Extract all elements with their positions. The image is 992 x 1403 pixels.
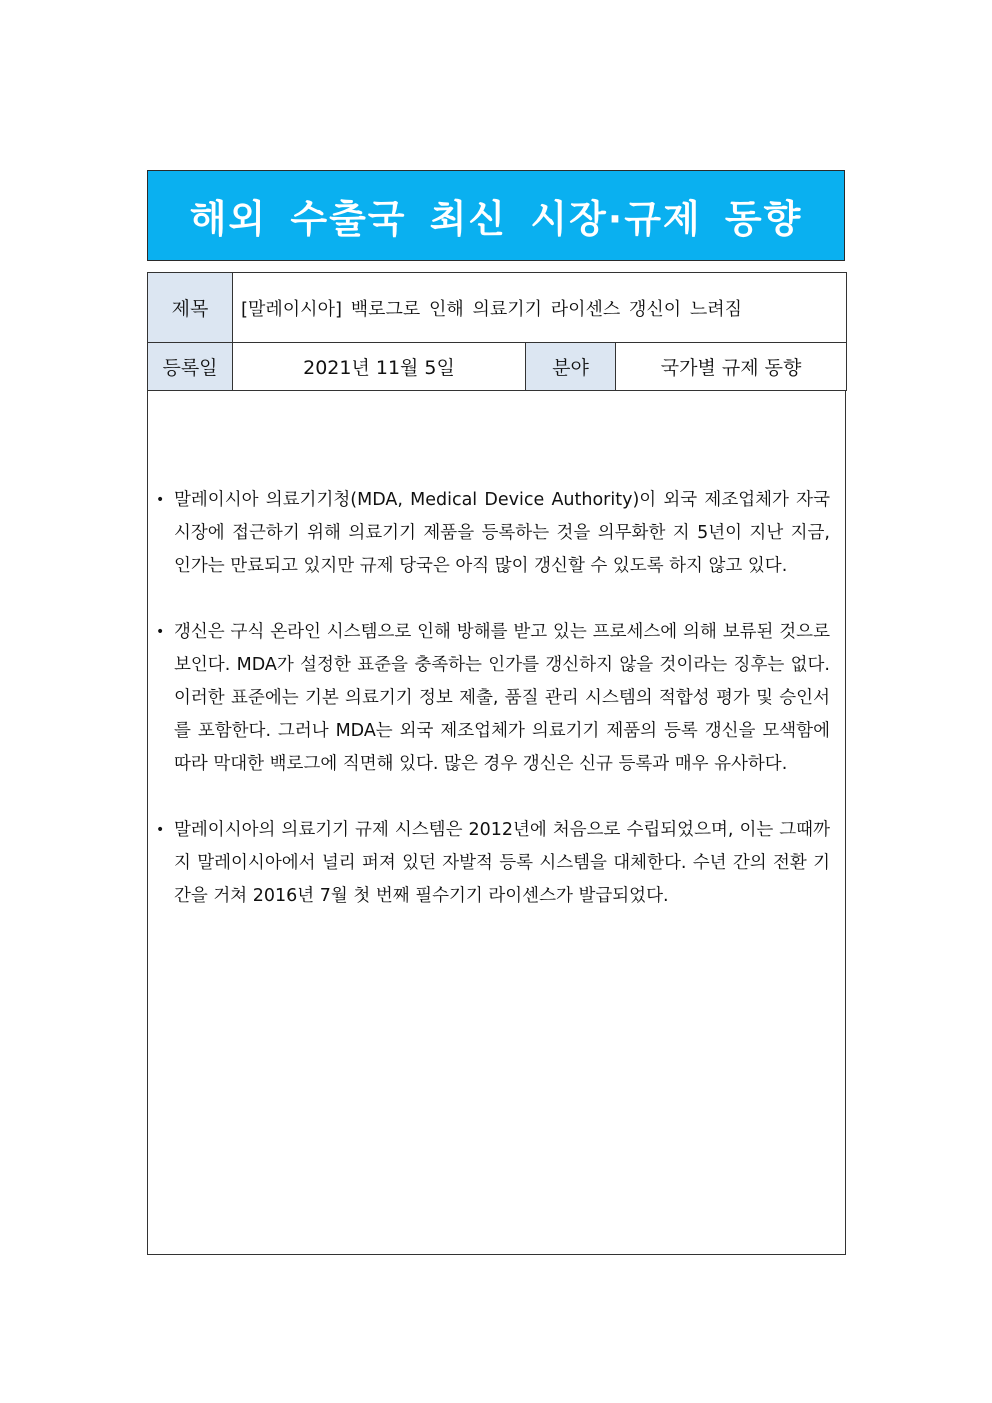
bullet-text: 말레이시아의 의료기기 규제 시스템은 2012년에 처음으로 수립되었으며, 이는 그때까지 말레이시아에서 널리 퍼져 있던 자발적 등록 시스템을 대체한다. 수년 간의 전환 기간을 거쳐 2016년 7월 첫 번째 필수기기 라이센스가 발급되었다. xyxy=(174,820,830,906)
date-label: 등록일 xyxy=(148,343,233,391)
list-item xyxy=(156,484,830,583)
field-label: 분야 xyxy=(526,343,616,391)
page-title: 해외 수출국 최신 시장·규제 동향 xyxy=(189,197,803,241)
list-item xyxy=(156,814,830,913)
title-value: [말레이시아] 백로그로 인해 의료기기 라이센스 갱신이 느려짐 xyxy=(233,273,847,343)
content-box xyxy=(147,390,846,1255)
bullet-icon: • xyxy=(156,492,165,508)
info-table xyxy=(147,272,847,391)
date-value: 2021년 11월 5일 xyxy=(233,343,526,391)
bullet-list xyxy=(156,484,830,946)
header-banner xyxy=(147,170,845,261)
field-value: 국가별 규제 동향 xyxy=(616,343,847,391)
list-item xyxy=(156,616,830,781)
bullet-icon: • xyxy=(156,822,165,838)
bullet-icon: • xyxy=(156,624,165,640)
bullet-text: 갱신은 구식 온라인 시스템으로 인해 방해를 받고 있는 프로세스에 의해 보류된 것으로 보인다. MDA가 설정한 표준을 충족하는 인가를 갱신하지 않을 것이라는 징후는 없다. 이러한 표준에는 기본 의료기기 정보 제출, 품질 관리 시스템의 적합성 평가 및 승인서를 포함한다. 그러나 MDA는 외국 제조업체가 의료기기 제품의 등록 갱신을 모색함에 따라 막대한 백로그에 직면해 있다. 많은 경우 갱신은 신규 등록과 매우 유사하다. xyxy=(174,622,830,774)
title-label: 제목 xyxy=(148,273,233,343)
title-row xyxy=(148,273,847,343)
date-row xyxy=(148,343,847,391)
bullet-text: 말레이시아 의료기기청(MDA, Medical Device Authority)이 외국 제조업체가 자국 시장에 접근하기 위해 의료기기 제품을 등록하는 것을 의무화한 지 5년이 지난 지금, 인가는 만료되고 있지만 규제 당국은 아직 많이 갱신할 수 있도록 하지 않고 있다. xyxy=(174,490,830,576)
